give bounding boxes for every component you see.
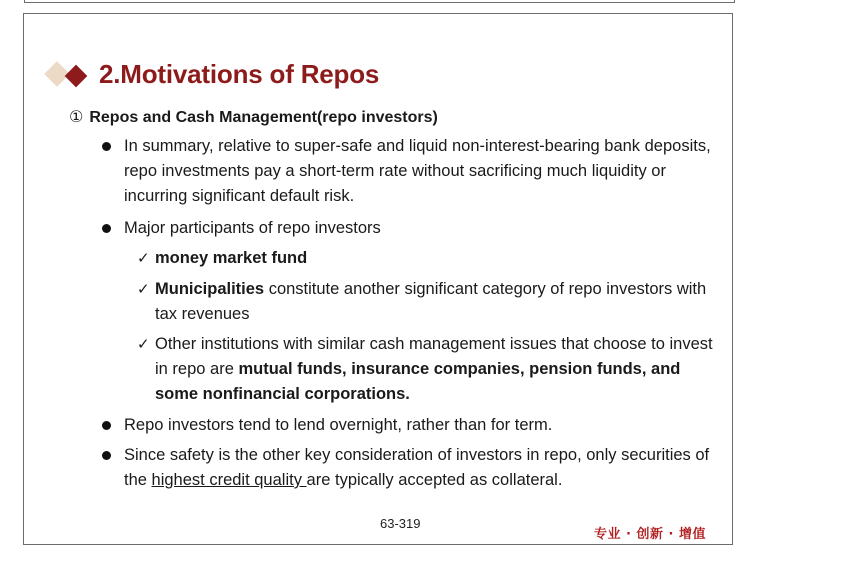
section-subtitle-text: Repos and Cash Management(repo investors) [89,109,438,126]
bullet-participants [124,216,714,241]
check-item-other-institutions [137,332,715,407]
checkmark-icon: ✓ [137,280,150,298]
bullet-summary [124,134,714,209]
slide-frame [23,13,733,545]
page-number: 63-319 [380,516,421,531]
bullet-summary-text: In summary, relative to super-safe and liquid non-interest-bearing bank deposits, repo investments pay a short-term rate without sacrificing much liquidity or incurring significant default risk. [124,137,711,205]
bullet-overnight [124,413,714,438]
bullet-safety-text-end: are typically accepted as collateral. [306,471,563,489]
section-subtitle [69,107,438,127]
bullet-dot-icon [102,451,111,460]
check-item-text: Other institutions with similar cash management issues that choose to invest in repo are [155,335,713,378]
check-item-bold: Municipalities [155,280,265,298]
footer-motto: 专业 · 创新 · 增值 [594,527,706,542]
checkmark-icon: ✓ [137,335,150,353]
underlined-phrase: highest credit quality [151,471,307,489]
check-item-text: constitute another significant category of repo investors with tax revenues [155,280,707,323]
bullet-safety [124,443,714,493]
bullet-dot-icon [102,224,111,233]
check-item-municipalities [137,277,715,327]
bullet-participants-text: Major participants of repo investors [124,219,381,237]
check-item-money-market [137,246,715,271]
bullet-dot-icon [102,142,111,151]
bullet-overnight-text: Repo investors tend to lend overnight, rather than for term. [124,416,553,434]
slide-title: 2.Motivations of Repos [99,59,380,89]
check-item-text: money market fund [155,249,308,267]
circled-number: ① [69,109,84,126]
previous-slide-frame [24,0,735,3]
bullet-dot-icon [102,421,111,430]
diamond-bullet-icon [65,65,88,88]
checkmark-icon: ✓ [137,249,150,267]
bullet-safety-text: Since safety is the other key consideration of investors in repo, only securities of the [124,446,710,489]
check-item-bold: mutual funds, insurance companies, pension funds, and some nonfinancial corporations. [155,360,681,403]
